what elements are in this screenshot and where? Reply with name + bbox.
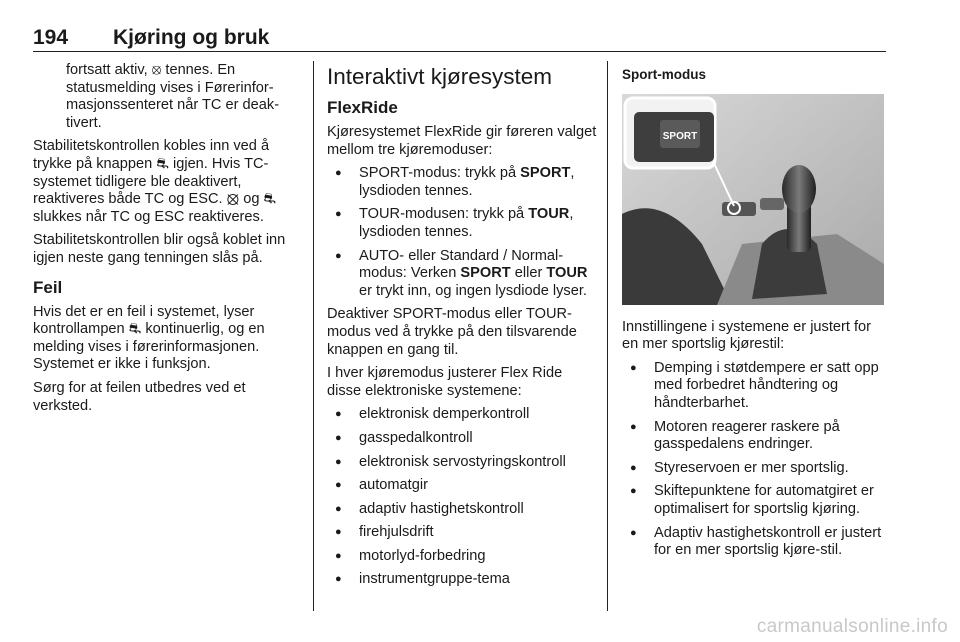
- sport-button-photo: [622, 94, 884, 305]
- list-item: ● Styreservoen er mer sportslig.: [622, 460, 890, 478]
- column-2: [327, 62, 597, 595]
- sport-label: SPORT: [662, 130, 698, 142]
- sport-mode-subhead: Sport-modus: [622, 67, 706, 82]
- list-item: ● gasspedalkontroll: [327, 430, 597, 448]
- systems-list: [327, 406, 597, 589]
- column-divider-2: [607, 61, 608, 611]
- subheading-flexride: FlexRide: [327, 98, 398, 117]
- column-1: [33, 62, 305, 421]
- settings-intro: Innstillingene i systemene er justert for en mer sportslig kjørestil:: [622, 318, 872, 353]
- column-3: [622, 66, 890, 566]
- heading-feil: Feil: [33, 277, 63, 297]
- list-item: ● elektronisk demperkontroll: [327, 406, 597, 424]
- page-header: [33, 26, 888, 52]
- list-item: ● motorlyd-forbedring: [327, 548, 597, 566]
- list-item: ● instrumentgruppe-tema: [327, 571, 597, 589]
- list-item: ● Motoren reagerer raskere på gasspedalens endringer.: [622, 419, 890, 454]
- list-item: ● AUTO- eller Standard / Normal-modus: Verken SPORT eller TOUR er trykt inn, og ingen lysdiode lyser.: [327, 248, 597, 301]
- list-item: ● firehjulsdrift: [327, 524, 597, 542]
- header-rule: [33, 51, 886, 52]
- watermark: carmanualsonline.info: [756, 616, 948, 637]
- column-divider-1: [313, 61, 314, 611]
- list-item: ● Adaptiv hastighetskontroll er justert for en mer sportslig kjøre-stil.: [622, 525, 890, 560]
- paragraph-fault: Hvis det er en feil i systemet, lyser kontrollampen ⛐ kontinuerlig, og en melding vises i førerinformasjonen. Systemet er ikke i funksjon.: [33, 303, 265, 373]
- list-item: ● SPORT-modus: trykk på SPORT, lysdioden tennes.: [327, 165, 597, 200]
- list-item: ● elektronisk servostyringskontroll: [327, 454, 597, 472]
- list-item: ● automatgir: [327, 477, 597, 495]
- flexride-intro: Kjøresystemet FlexRide gir føreren valget mellom tre kjøremoduser:: [327, 124, 597, 158]
- paragraph-workshop: Sørg for at feilen utbedres ved et verksted.: [33, 379, 246, 414]
- paragraph-stability-reactivate: Stabilitetskontrollen kobles inn ved å trykke på knappen ⛐ igjen. Hvis TC-systemet tidligere ble deaktivert, reaktiveres både TC og ESC. ⦻ og ⛐ slukkes når TC og ESC reaktiveres.: [33, 138, 277, 225]
- list-item: ● TOUR-modusen: trykk på TOUR, lysdioden tennes.: [327, 206, 597, 241]
- list-item: ● Skiftepunktene for automatgiret er optimalisert for sportslig kjøring.: [622, 483, 890, 518]
- continuation-text: fortsatt aktiv, ⦻ tennes. En statusmelding vises i Førerinfor-masjonssenteret når TC er deak-tivert.: [66, 62, 280, 131]
- list-item: ● Demping i støtdempere er satt opp med forbedret håndtering og håndterbarhet.: [622, 360, 890, 413]
- list-item: ● adaptiv hastighetskontroll: [327, 501, 597, 519]
- settings-list: [622, 360, 890, 560]
- page-number: 194: [33, 26, 69, 49]
- mode-list: [327, 165, 597, 300]
- deactivate-text: Deaktiver SPORT-modus eller TOUR-modus ved å trykke på den tilsvarende knappen en gang til.: [327, 306, 577, 358]
- section-heading: Interaktivt kjøresystem: [327, 64, 553, 89]
- systems-intro: I hver kjøremodus justerer Flex Ride disse elektroniske systemene:: [327, 365, 563, 399]
- paragraph-stability-ignition: Stabilitetskontrollen blir også koblet inn igjen neste gang tenningen slås på.: [33, 232, 286, 266]
- page-title: Kjøring og bruk: [113, 26, 270, 49]
